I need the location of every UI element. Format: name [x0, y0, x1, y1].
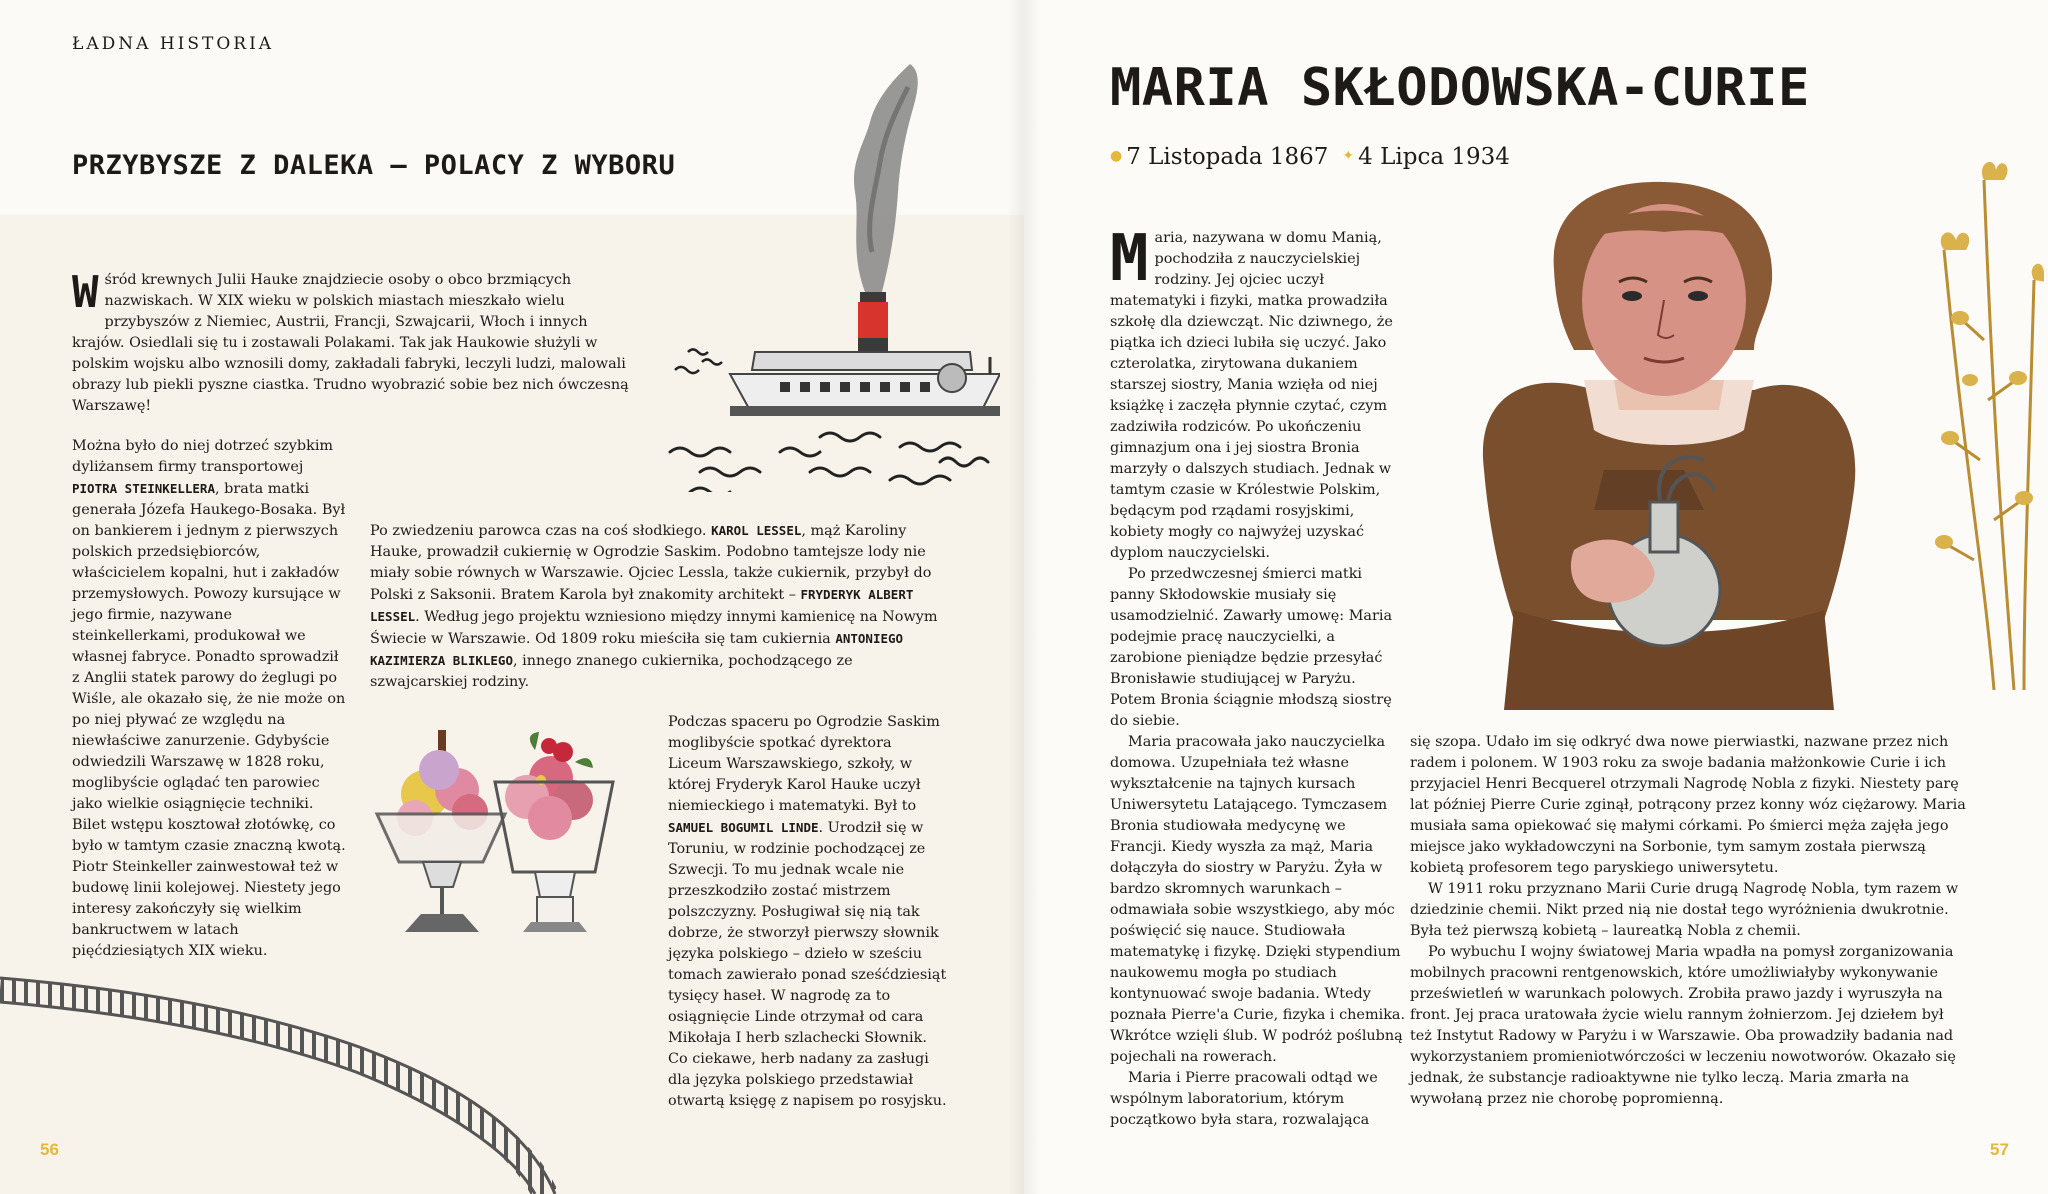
portrait-maria-curie-illustration: [1454, 170, 1874, 710]
col2-text-4: , innego znanego cukiernika, pochodzącego ze szwajcarskiej rodziny.: [370, 653, 853, 690]
golden-plant-illustration: [1904, 140, 2044, 700]
curie-paragraph-2: Po przedwczesnej śmierci matki panny Skłodowskie musiały się usamodzielnić. Zawarły umowę: Maria podejmie pracę nauczycielki, a zarobione pieniądze będzie przesyłać Bronisławie studiującej w Paryżu. Potem Bronia ściągnie młodszą siostrę do siebie.: [1110, 566, 1393, 729]
right-page: [1024, 0, 2048, 1194]
column-lessel: [370, 520, 940, 693]
col2-text-3: . Według jego projektu wzniesiono między innymi kamienicę na Nowym Świecie w Warszawie. Od 1809 roku mieściła się tam cukiernia: [370, 609, 938, 647]
curie-paragraph-3: Maria pracowała jako nauczycielka domowa. Uzupełniała też własne wykształcenie na tajnych kursach Uniwersytetu Latającego. Tymczasem Bronia studiowała medycynę we Francji. Kiedy wyszła za mąż, Maria dołączyła do siostry w Paryżu. Żyła w bardzo skromnych warunkach – odmawiała sobie wszystkiego, aby móc poświęcić się nauce. Studiowała matematykę i fizykę. Dzięki stypendium naukowemu mogła po studiach kontynuować swoje badania. Wtedy poznała Pierre'a Curie, fizyka i chemika. Wkrótce wzięli ślub. W podróż poślubną pojechali na rowerach.: [1110, 734, 1406, 1065]
col1-text-1: Można było do niej dotrzeć szybkim dyliżansem firmy transportowej: [72, 438, 334, 475]
column-curie-2: [1410, 732, 1970, 1110]
intro-text: śród krewnych Julii Hauke znajdziecie osoby o obco brzmiących nazwiskach. W XIX wieku w polskich miastach mieszkało wielu przybyszów z Niemiec, Austrii, Francji, Szwajcarii, Włoch i innych krajów. Osiedlali się tu i zostawali Polakami. Tak jak Haukowie służyli w polskim wojsku albo wznosili domy, zakładali fabryki, leczyli ludzi, malowali obrazy lub piekli pyszne ciastka. Trudno wyobrazić sobie bez nich ówczesną Warszawę!: [72, 272, 629, 414]
col2-text-2: , mąż Karoliny Hauke, prowadził cukiernię w Ogrodzie Saskim. Podobno tamtejsze lody nie miały sobie równych w Warszawie. Ojciec Lessla, także cukiernik, przybył do Polski z Saksonii. Bratem Karola był znakomity architekt –: [370, 523, 932, 603]
name-fryderyk-lessel: FRYDERYK ALBERT LESSEL: [370, 587, 914, 624]
column-curie-1: [1110, 222, 1406, 1131]
section-title: PRZYBYSZE Z DALEKA – POLACY Z WYBORU: [72, 150, 676, 181]
book-gutter: [1008, 0, 1040, 1194]
birth-date: 7 Listopada 1867: [1126, 144, 1329, 170]
death-date: 4 Lipca 1934: [1358, 144, 1510, 170]
railway-track-illustration: [0, 970, 560, 1194]
col1-text-2: , brata matki generała Józefa Haukego-Bosaka. Był on bankierem i jednym z pierwszych polskich przedsiębiorców, właścicielem kopalni, hut i zakładów przemysłowych. Powozy kursujące w jego firmie, nazywane steinkellerkami, produkował we własnej fabryce. Ponadto sprowadził z Anglii statek parowy do żeglugi po Wiśle, ale okazało się, że nie może on po niej pływać ze względu na niewłaściwe zanurzenie. Gdybyście odwiedzili Warszawę w 1828 roku, moglibyście oglądać ten parowiec jako wielkie osiągnięcie techniki. Bilet wstępu kosztował złotówkę, co było w tamtym czasie znaczną kwotą. Piotr Steinkeller zainwestował też w budowę linii kolejowej. Niestety jego interesy zakończyły się wielkim bankructwem w latach pięćdziesiątych XIX wieku.: [72, 481, 346, 959]
name-antoni-blikle: ANTONIEGO KAZIMIERZA BLIKLEGO: [370, 631, 904, 668]
star-bullet-icon: ●: [1110, 148, 1123, 164]
curie-paragraph-5: się szopa. Udało im się odkryć dwa nowe pierwiastki, nazwane przez nich radem i polonem. W 1903 roku za swoje badania małżonkowie Curie i ich przyjaciel Henri Becquerel otrzymali Nagrodę Nobla z fizyki. Niestety parę lat później Pierre Curie zginął, potrącony przez konny wóz ciężarowy. Maria musiała sama opiekować się małymi córkami. Po śmierci męża zajęła jego miejsce jako wykładowczyni na Sorbonie, tym samym została pierwszą kobietą profesorem tego paryskiego uniwersytetu.: [1410, 734, 1966, 876]
name-karol-lessel: KAROL LESSEL: [711, 523, 802, 538]
name-piotr-steinkeller: PIOTRA STEINKELLERA: [72, 481, 215, 496]
ice-cream-sundaes-illustration: [365, 722, 625, 952]
column-steinkeller: [72, 436, 350, 962]
curie-paragraph-4: Maria i Pierre pracowali odtąd we wspólnym laboratorium, którym początkowo była stara, rozwalająca: [1110, 1070, 1378, 1128]
curie-paragraph-6: W 1911 roku przyznano Marii Curie drugą Nagrodę Nobla, tym razem w dziedzinie chemii. Nikt przed nią nie dostał tego wyróżnienia dwukrotnie. Była też pierwszą kobietą – laureatką Nobla z chemii.: [1410, 881, 1959, 939]
column-linde: [668, 712, 948, 1112]
name-samuel-linde: SAMUEL BOGUMIL LINDE: [668, 820, 819, 835]
col3-text-1: Podczas spaceru po Ogrodzie Saskim moglibyście spotkać dyrektora Liceum Warszawskiego, szkoły, w której Fryderyk Karol Hauke uczył niemieckiego i matematyki. Był to: [668, 714, 940, 814]
star-bullet-icon: ✦: [1342, 148, 1355, 164]
curie-paragraph-7: Po wybuchu I wojny światowej Maria wpadła na pomysł zorganizowania mobilnych pracowni rentgenowskich, które umożliwiałyby wykonywanie prześwietleń w warunkach polowych. Zrobiła prawo jazdy i wyruszyła na front. Jej praca uratowała życie wielu rannym żołnierzom. Jej dziełem był też Instytut Radowy w Paryżu i w Warszawie. Oba prowadziły badania nad wykorzystaniem promieniotwórczości w leczeniu nowotworów. Okazało się jednak, że substancje radioaktywne nie tylko leczą. Maria zmarła na wywołaną przez nie chorobę popromienną.: [1410, 944, 1956, 1107]
curie-paragraph-1: aria, nazywana w domu Manią, pochodziła z nauczycielskiej rodziny. Jej ojciec uczył matematyki i fizyki, matka prowadziła szkołę dla dziewcząt. Nic dziwnego, że piątka ich dzieci lubiła się uczyć. Jako czterolatka, zirytowana dukaniem starszej siostry, Mania wzięła od niej książkę i zaczęła płynnie czytać, czym zadziwiła rodziców. Po ukończeniu gimnazjum ona i jej siostra Bronia marzyły o dalszych studiach. Jednak w tamtym czasie w Królestwie Polskim, będącym pod rządami rosyjskimi, kobiety mogły co najwyżej uzyskać dyplom nauczycielski.: [1110, 230, 1393, 561]
dropcap: W: [72, 267, 99, 318]
page-number-left: 56: [40, 1140, 59, 1159]
dropcap: M: [1110, 222, 1149, 296]
steamboat-illustration: [660, 52, 1000, 492]
col2-text-1: Po zwiedzeniu parowca czas na coś słodkiego.: [370, 523, 712, 539]
page-number-right: 57: [1990, 1140, 2009, 1159]
main-title: MARIA SKŁODOWSKA-CURIE: [1110, 58, 1810, 118]
running-head: ŁADNA HISTORIA: [72, 34, 275, 54]
intro-paragraph: [72, 267, 632, 417]
life-dates: [1110, 144, 1510, 170]
col3-text-2: . Urodził się w Toruniu, w rodzinie pochodzącej ze Szwecji. To mu jednak wcale nie przeszkodziło zostać mistrzem polszczyzny. Posługiwał się nią tak dobrze, że stworzył pierwszy słownik języka polskiego – dzieło w sześciu tomach zawierało ponad sześćdziesiąt tysięcy haseł. W nagrodę za to osiągnięcie Linde otrzymał od cara Mikołaja I herb szlachecki Słownik. Co ciekawe, herb nadany za zasługi dla języka polskiego przedstawiał otwartą księgę z napisem po rosyjsku.: [668, 820, 947, 1109]
